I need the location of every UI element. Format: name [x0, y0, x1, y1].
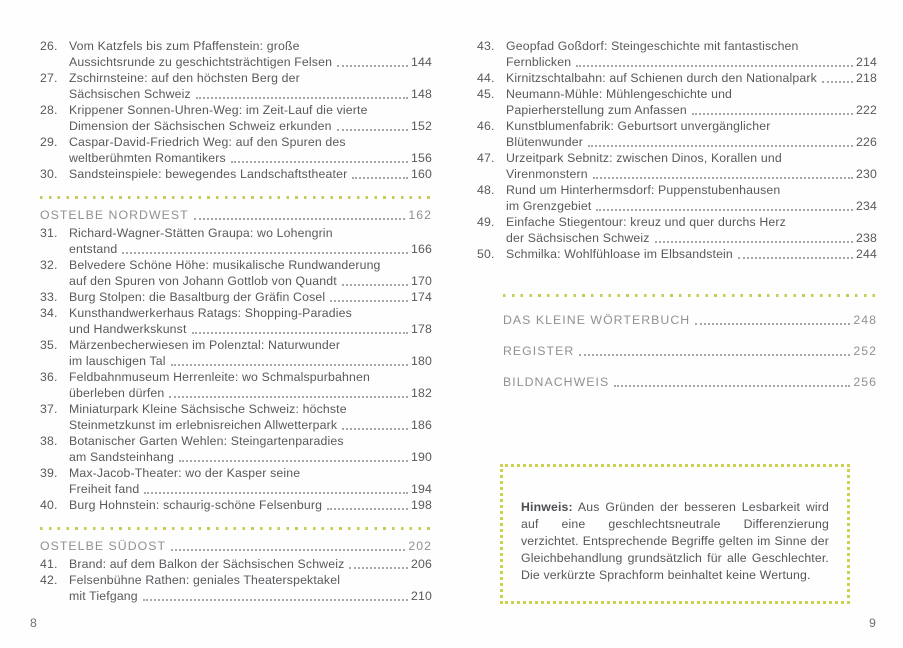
dot-leader: [352, 166, 408, 179]
toc-item-line: Belvedere Schöne Höhe: musikalische Rundwanderung: [69, 258, 381, 272]
hinweis-text: Hinweis: Aus Gründen der besseren Lesbarkeit wird auf eine geschlechtsneutrale Differenzierung verzichtet. Entsprechende Begriffe gelten im Sinne der Gleichbehandlung grundsätzlich für alle Geschlechter. Die verkürzte Sprachform beinhaltet keine Wertung.: [521, 500, 829, 582]
toc-item-line: Krippener Sonnen-Uhren-Weg: im Zeit-Lauf die vierte: [69, 103, 368, 117]
toc-item-number: 49.: [477, 215, 495, 229]
dot-leader: [588, 134, 853, 147]
dot-leader: [342, 417, 408, 430]
toc-item-line: Sächsischen Schweiz: [69, 87, 191, 101]
toc-item: [40, 134, 432, 166]
dot-leader: [143, 588, 408, 601]
dot-leader: [349, 556, 408, 569]
page-ref: 206: [411, 557, 432, 571]
page-ref: 144: [411, 55, 432, 69]
page-ref: 198: [411, 498, 432, 512]
toc-item-line: Geopfad Goßdorf: Steingeschichte mit fantastischen: [506, 39, 799, 53]
toc-item-number: 30.: [40, 167, 58, 181]
toc-item-line: Felsenbühne Rathen: geniales Theaterspektakel: [69, 573, 341, 587]
page-ref: 178: [411, 322, 432, 336]
toc-item-line: Papierherstellung zum Anfassen: [506, 103, 687, 117]
toc-item-number: 41.: [40, 557, 58, 571]
page-ref: 230: [856, 167, 877, 181]
toc-item: [477, 38, 877, 70]
toc-item-body: [506, 150, 877, 182]
toc-item-number: 33.: [40, 290, 58, 304]
hinweis-box: [500, 464, 850, 604]
backmatter-entry: [503, 343, 877, 359]
toc-item: [40, 166, 432, 182]
toc-left-column: [40, 38, 432, 604]
toc-item-number: 32.: [40, 258, 58, 272]
toc-item-body: [69, 497, 432, 513]
toc-item-line: Burg Hohnstein: schaurig-schöne Felsenburg: [69, 498, 323, 512]
page-number-right: 9: [869, 616, 876, 630]
page-ref: 238: [856, 231, 877, 245]
toc-item-line: Max-Jacob-Theater: wo der Kasper seine: [69, 466, 301, 480]
toc-item-line: auf den Spuren von Johann Gottlob von Quandt: [69, 274, 337, 288]
toc-item-number: 47.: [477, 151, 495, 165]
dot-leader: [196, 86, 408, 99]
toc-item: [40, 225, 432, 257]
dot-leader: [655, 230, 853, 243]
toc-item: [40, 497, 432, 513]
dot-leader: [144, 481, 408, 494]
page-ref: 182: [411, 386, 432, 400]
toc-item: [477, 182, 877, 214]
toc-item-line: am Sandsteinhang: [69, 450, 174, 464]
dot-leader: [171, 538, 405, 551]
backmatter-list: [477, 294, 877, 390]
toc-item-line: entstand: [69, 242, 118, 256]
dot-leader: [822, 70, 853, 83]
toc-item-body: [69, 433, 432, 465]
page-ref: 180: [411, 354, 432, 368]
page-ref: 244: [856, 247, 877, 261]
dot-leader: [179, 449, 408, 462]
toc-item-number: 42.: [40, 573, 58, 587]
toc-item-number: 39.: [40, 466, 58, 480]
toc-item-line: im Grenzgebiet: [506, 199, 592, 213]
toc-item-body: [506, 118, 877, 150]
toc-item-number: 29.: [40, 135, 58, 149]
toc-item: [40, 102, 432, 134]
backmatter-entry: [503, 312, 877, 328]
toc-item-number: 26.: [40, 39, 58, 53]
toc-item-line: Miniaturpark Kleine Sächsische Schweiz: höchste: [69, 402, 347, 416]
hinweis-label: Hinweis:: [521, 500, 573, 514]
toc-item-body: [69, 70, 432, 102]
toc-item-line: mit Tiefgang: [69, 589, 138, 603]
toc-item: [477, 86, 877, 118]
toc-item-line: Urzeitpark Sebnitz: zwischen Dinos, Korallen und: [506, 151, 782, 165]
dot-leader: [692, 102, 853, 115]
page-ref: 160: [411, 167, 432, 181]
toc-item-line: Feldbahnmuseum Herrenleite: wo Schmalspurbahnen: [69, 370, 370, 384]
dot-leader: [579, 343, 850, 356]
toc-item-body: [506, 182, 877, 214]
toc-item-body: [69, 134, 432, 166]
toc-item: [40, 556, 432, 572]
dot-leader: [327, 497, 408, 510]
toc-item-number: 48.: [477, 183, 495, 197]
toc-item-number: 43.: [477, 39, 495, 53]
backmatter-label: DAS KLEINE WÖRTERBUCH: [503, 313, 691, 327]
section-heading: [40, 207, 432, 223]
backmatter-entry: [503, 374, 877, 390]
toc-item: [477, 70, 877, 86]
toc-item-body: [69, 289, 432, 305]
toc-item-line: weltberühmten Romantikers: [69, 151, 226, 165]
toc-item-number: 35.: [40, 338, 58, 352]
toc-item-body: [69, 572, 432, 604]
section-label: OSTELBE NORDWEST: [40, 208, 189, 222]
toc-item: [40, 572, 432, 604]
dot-leader: [593, 166, 853, 179]
toc-item-line: Dimension der Sächsischen Schweiz erkunden: [69, 119, 332, 133]
toc-item-number: 28.: [40, 103, 58, 117]
toc-item-line: Kirnitzschtalbahn: auf Schienen durch den Nationalpark: [506, 71, 817, 85]
toc-item: [40, 337, 432, 369]
page-ref: 162: [408, 208, 432, 222]
section-label: OSTELBE SÜDOST: [40, 539, 167, 553]
toc-item: [477, 118, 877, 150]
page-ref: 252: [853, 344, 877, 358]
toc-item-line: und Handwerkskunst: [69, 322, 187, 336]
dot-leader: [596, 198, 853, 211]
dot-leader: [231, 150, 408, 163]
toc-item-body: [69, 465, 432, 497]
dot-leader: [337, 118, 408, 131]
toc-item-number: 38.: [40, 434, 58, 448]
toc-item-body: [69, 38, 432, 70]
page-ref: 214: [856, 55, 877, 69]
toc-item-number: 46.: [477, 119, 495, 133]
toc-item-body: [506, 214, 877, 246]
toc-item: [477, 214, 877, 246]
backmatter-label: BILDNACHWEIS: [503, 375, 610, 389]
toc-item-body: [506, 70, 877, 86]
toc-item-line: Blütenwunder: [506, 135, 583, 149]
toc-item-number: 31.: [40, 226, 58, 240]
toc-item-line: Schmilka: Wohlfühloase im Elbsandstein: [506, 247, 733, 261]
page-ref: 226: [856, 135, 877, 149]
toc-item: [40, 433, 432, 465]
toc-item-line: Steinmetzkunst im erlebnisreichen Allwetterpark: [69, 418, 338, 432]
toc-item-number: 34.: [40, 306, 58, 320]
toc-item-body: [69, 225, 432, 257]
toc-item-body: [506, 38, 877, 70]
dot-leader: [337, 54, 408, 67]
toc-item-number: 27.: [40, 71, 58, 85]
page-ref: 194: [411, 482, 432, 496]
toc-item-line: Aussichtsrunde zu geschichtsträchtigen Felsen: [69, 55, 333, 69]
toc-item-line: Neumann-Mühle: Mühlengeschichte und: [506, 87, 733, 101]
toc-item: [40, 369, 432, 401]
toc-item-line: Vom Katzfels bis zum Pfaffenstein: große: [69, 39, 300, 53]
toc-item-body: [69, 369, 432, 401]
dot-leader: [122, 241, 408, 254]
toc-item-line: Sandsteinspiele: bewegendes Landschaftstheater: [69, 167, 348, 181]
toc-item-number: 40.: [40, 498, 58, 512]
toc-item-line: Caspar-David-Friedrich Weg: auf den Spuren des: [69, 135, 346, 149]
toc-item-line: der Sächsischen Schweiz: [506, 231, 650, 245]
page-ref: 190: [411, 450, 432, 464]
page-ref: 148: [411, 87, 432, 101]
dot-leader: [171, 353, 408, 366]
toc-item-body: [69, 401, 432, 433]
toc-item-number: 37.: [40, 402, 58, 416]
toc-item: [477, 246, 877, 262]
dot-leader: [192, 321, 408, 334]
toc-item-number: 36.: [40, 370, 58, 384]
dot-leader: [169, 385, 408, 398]
toc-item-line: Fernblicken: [506, 55, 572, 69]
toc-item: [40, 465, 432, 497]
toc-item-line: überleben dürfen: [69, 386, 165, 400]
page-ref: 218: [856, 71, 877, 85]
page-number-left: 8: [30, 616, 37, 630]
toc-item: [40, 38, 432, 70]
toc-item-body: [69, 556, 432, 572]
toc-item-line: Burg Stolpen: die Basaltburg der Gräfin Cosel: [69, 290, 326, 304]
toc-item-line: im lauschigen Tal: [69, 354, 166, 368]
toc-item-body: [69, 102, 432, 134]
page-ref: 234: [856, 199, 877, 213]
page-ref: 152: [411, 119, 432, 133]
toc-item-line: Botanischer Garten Wehlen: Steingartenparadies: [69, 434, 344, 448]
toc-item: [40, 70, 432, 102]
dotted-separator: [503, 294, 877, 297]
toc-item-body: [69, 337, 432, 369]
page-ref: 256: [853, 375, 877, 389]
toc-item-line: Brand: auf dem Balkon der Sächsischen Schweiz: [69, 557, 345, 571]
toc-item: [40, 305, 432, 337]
page-ref: 202: [408, 539, 432, 553]
toc-item-line: Märzenbecherwiesen im Polenztal: Naturwunder: [69, 338, 341, 352]
dot-leader: [614, 374, 850, 387]
toc-item-number: 45.: [477, 87, 495, 101]
page-ref: 156: [411, 151, 432, 165]
page-ref: 222: [856, 103, 877, 117]
section-heading: [40, 538, 432, 554]
backmatter-label: REGISTER: [503, 344, 575, 358]
toc-item-line: Kunsthandwerkerhaus Ratags: Shopping-Paradies: [69, 306, 352, 320]
page-ref: 210: [411, 589, 432, 603]
dot-leader: [695, 312, 850, 325]
page-ref: 166: [411, 242, 432, 256]
toc-item-body: [506, 246, 877, 262]
toc-item-line: Kunstblumenfabrik: Geburtsort unvergänglicher: [506, 119, 771, 133]
dot-leader: [738, 246, 853, 259]
dot-leader: [576, 54, 853, 67]
toc-item: [477, 150, 877, 182]
toc-item-body: [506, 86, 877, 118]
dotted-separator: [40, 527, 432, 530]
toc-item: [40, 289, 432, 305]
dot-leader: [194, 207, 406, 220]
toc-item-body: [69, 257, 432, 289]
toc-item-body: [69, 305, 432, 337]
toc-item: [40, 257, 432, 289]
page-ref: 170: [411, 274, 432, 288]
dotted-separator: [40, 196, 432, 199]
toc-item: [40, 401, 432, 433]
toc-right-column: [477, 38, 877, 604]
page-ref: 174: [411, 290, 432, 304]
dot-leader: [342, 273, 408, 286]
toc-right-items: [477, 38, 877, 262]
dot-leader: [330, 289, 408, 302]
toc-item-number: 44.: [477, 71, 495, 85]
toc-item-line: Einfache Stiegentour: kreuz und quer durchs Herz: [506, 215, 786, 229]
page-ref: 186: [411, 418, 432, 432]
toc-item-line: Richard-Wagner-Stätten Graupa: wo Lohengrin: [69, 226, 333, 240]
page-ref: 248: [853, 313, 877, 327]
toc-item-number: 50.: [477, 247, 495, 261]
toc-item-line: Zschirnsteine: auf den höchsten Berg der: [69, 71, 300, 85]
toc-item-line: Virenmonstern: [506, 167, 588, 181]
toc-item-body: [69, 166, 432, 182]
toc-item-line: Rund um Hinterhermsdorf: Puppenstubenhausen: [506, 183, 781, 197]
toc-item-line: Freiheit fand: [69, 482, 140, 496]
